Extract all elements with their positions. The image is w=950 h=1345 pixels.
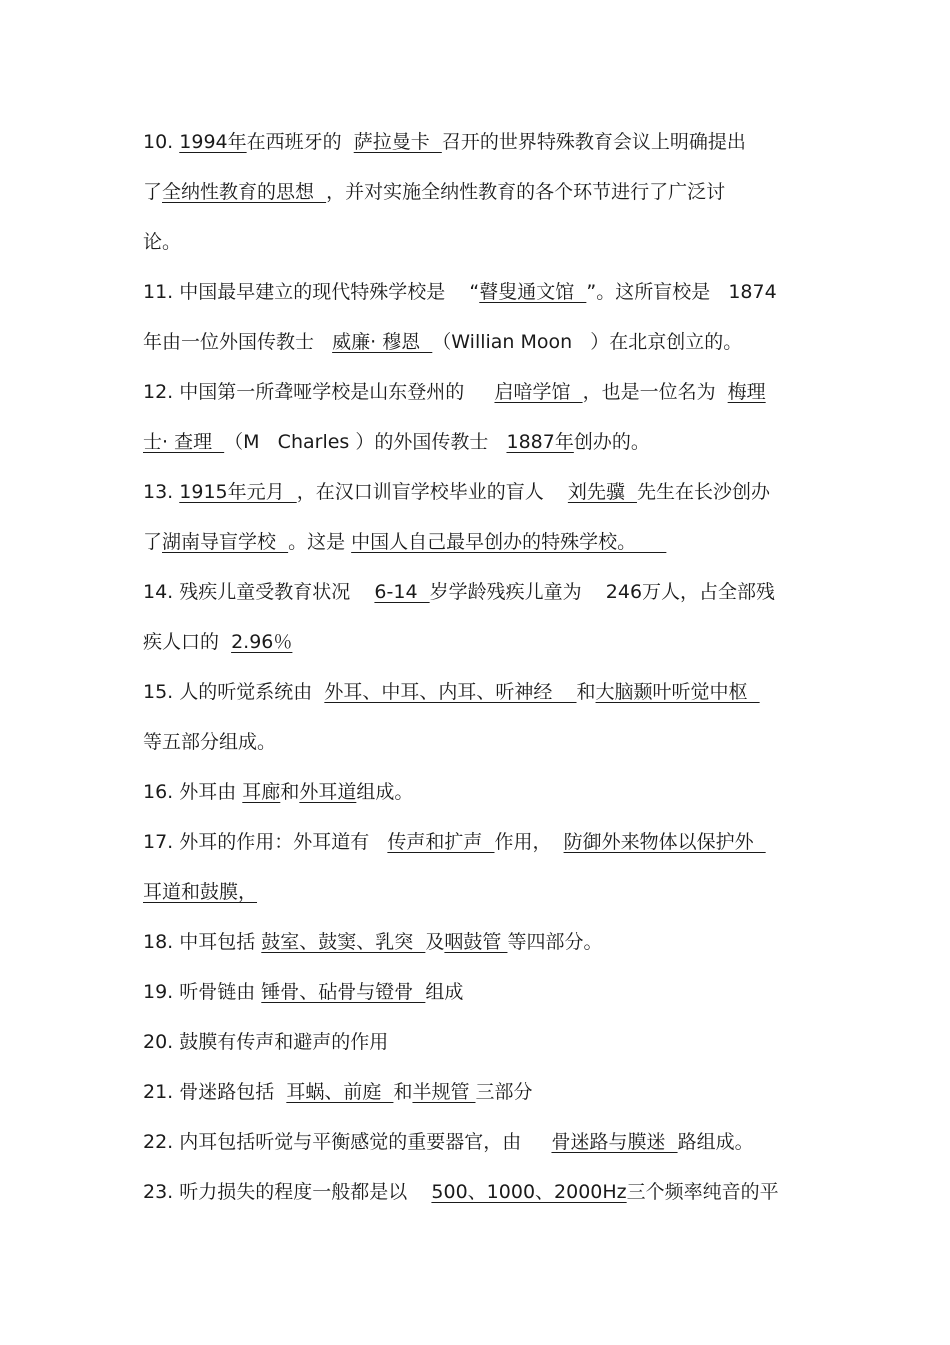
- text-segment: ”。这所盲校是 1874: [586, 281, 777, 303]
- underlined-answer: 耳蜗、前庭: [286, 1081, 394, 1103]
- text-segment: 等四部分。: [507, 931, 603, 953]
- text-segment: 23. 听力损失的程度一般都是以: [143, 1181, 432, 1203]
- text-line: [143, 1129, 754, 1155]
- text-segment: 论。: [143, 231, 182, 253]
- underlined-answer: 1915年元月: [179, 481, 297, 503]
- text-segment: 和: [280, 781, 300, 803]
- underlined-answer: 威廉· 穆恩: [332, 331, 433, 353]
- text-line: [143, 879, 257, 905]
- text-segment: ，在汉口训盲学校毕业的盲人: [296, 481, 568, 503]
- text-segment: 13.: [143, 481, 180, 503]
- text-segment: 年由一位外国传教士: [143, 331, 333, 353]
- text-line: [143, 229, 181, 255]
- underlined-answer: 外耳道: [299, 781, 357, 803]
- text-line: [143, 429, 650, 455]
- text-segment: 疾人口的: [143, 631, 232, 653]
- text-segment: 18. 中耳包括: [143, 931, 262, 953]
- underlined-answer: 传声和扩声: [387, 831, 495, 853]
- text-line: [143, 679, 760, 705]
- underlined-answer: 湖南导盲学校: [162, 531, 289, 553]
- text-segment: 路组成。: [677, 1131, 754, 1153]
- text-line: [143, 379, 766, 405]
- underlined-answer: 启喑学馆: [494, 381, 583, 403]
- underlined-answer: 瞽叟通文馆: [479, 281, 587, 303]
- underlined-answer: 鼓室、鼓窦、乳突: [261, 931, 426, 953]
- text-line: [143, 129, 746, 155]
- text-segment: 召开的世界特殊教育会议上明确提出: [441, 131, 746, 153]
- text-segment: 先生在长沙创办: [636, 481, 770, 503]
- text-segment: 19. 听骨链由: [143, 981, 262, 1003]
- text-line: [143, 629, 292, 655]
- underlined-answer: 500、1000、2000Hz: [431, 1181, 627, 1203]
- text-segment: 三部分: [475, 1081, 533, 1103]
- text-segment: 15. 人的听觉系统由: [143, 681, 325, 703]
- text-segment: 及: [425, 931, 445, 953]
- underlined-answer: 外耳、中耳、内耳、听神经: [324, 681, 577, 703]
- text-segment: 22. 内耳包括听觉与平衡感觉的重要器官，由: [143, 1131, 552, 1153]
- text-segment: 17. 外耳的作用：外耳道有: [143, 831, 388, 853]
- underlined-answer: 半规管: [412, 1081, 476, 1103]
- text-segment: 组成: [425, 981, 464, 1003]
- underlined-answer: 萨拉曼卡: [353, 131, 442, 153]
- text-segment: 和: [393, 1081, 413, 1103]
- text-segment: 创办的。: [573, 431, 650, 453]
- text-line: [143, 579, 775, 605]
- text-line: [143, 1079, 533, 1105]
- text-line: [143, 829, 766, 855]
- text-line: [143, 479, 770, 505]
- underlined-answer: 6-14: [374, 581, 430, 603]
- underlined-answer: 耳廊: [242, 781, 281, 803]
- text-line: [143, 1029, 388, 1055]
- text-line: [143, 929, 602, 955]
- text-segment: 16. 外耳由: [143, 781, 243, 803]
- text-line: [143, 979, 463, 1005]
- underlined-answer: 全纳性教育的思想: [162, 181, 327, 203]
- text-line: [143, 529, 666, 555]
- underlined-answer: 防御外来物体以保护外: [563, 831, 766, 853]
- text-segment: 岁学龄残疾儿童为 246万人，占全部残: [429, 581, 776, 603]
- text-segment: 了: [143, 531, 163, 553]
- underlined-answer: 刘先骥: [567, 481, 637, 503]
- text-segment: 等五部分组成。: [143, 731, 277, 753]
- underlined-answer: 耳道和鼓膜，: [143, 881, 258, 903]
- underlined-answer: 中国人自己最早创办的特殊学校。: [351, 531, 667, 553]
- text-segment: 12. 中国第一所聋哑学校是山东登州的: [143, 381, 495, 403]
- text-segment: ，也是一位名为: [582, 381, 728, 403]
- text-segment: 和: [576, 681, 596, 703]
- text-line: [143, 1179, 779, 1205]
- underlined-answer: 梅理: [727, 381, 766, 403]
- text-segment: ，并对实施全纳性教育的各个环节进行了广泛讨: [326, 181, 726, 203]
- text-segment: 20. 鼓膜有传声和避声的作用: [143, 1031, 389, 1053]
- text-segment: 14. 残疾儿童受教育状况: [143, 581, 375, 603]
- text-segment: 组成。: [356, 781, 414, 803]
- text-line: [143, 179, 725, 205]
- underlined-answer: 2.96％: [231, 631, 293, 653]
- text-line: [143, 279, 777, 305]
- text-segment: 。这是: [288, 531, 352, 553]
- underlined-answer: 咽鼓管: [444, 931, 508, 953]
- underlined-answer: 大脑颞叶听觉中枢: [595, 681, 760, 703]
- text-segment: 在西班牙的: [246, 131, 354, 153]
- text-segment: （M Charles ）的外国传教士: [224, 431, 507, 453]
- text-line: [143, 729, 276, 755]
- text-segment: 作用，: [494, 831, 564, 853]
- underlined-answer: 锤骨、砧骨与镫骨: [261, 981, 426, 1003]
- underlined-answer: 骨迷路与膜迷: [551, 1131, 678, 1153]
- text-segment: 21. 骨迷路包括: [143, 1081, 287, 1103]
- underlined-answer: 士· 查理: [143, 431, 225, 453]
- text-segment: 11. 中国最早建立的现代特殊学校是 “: [143, 281, 480, 303]
- text-line: [143, 329, 742, 355]
- text-segment: 10.: [143, 131, 180, 153]
- text-segment: （Willian Moon ）在北京创立的。: [432, 331, 743, 353]
- text-segment: 三个频率纯音的平: [626, 1181, 779, 1203]
- underlined-answer: 1994年: [179, 131, 247, 153]
- text-line: [143, 779, 413, 805]
- underlined-answer: 1887年: [506, 431, 574, 453]
- text-segment: 了: [143, 181, 163, 203]
